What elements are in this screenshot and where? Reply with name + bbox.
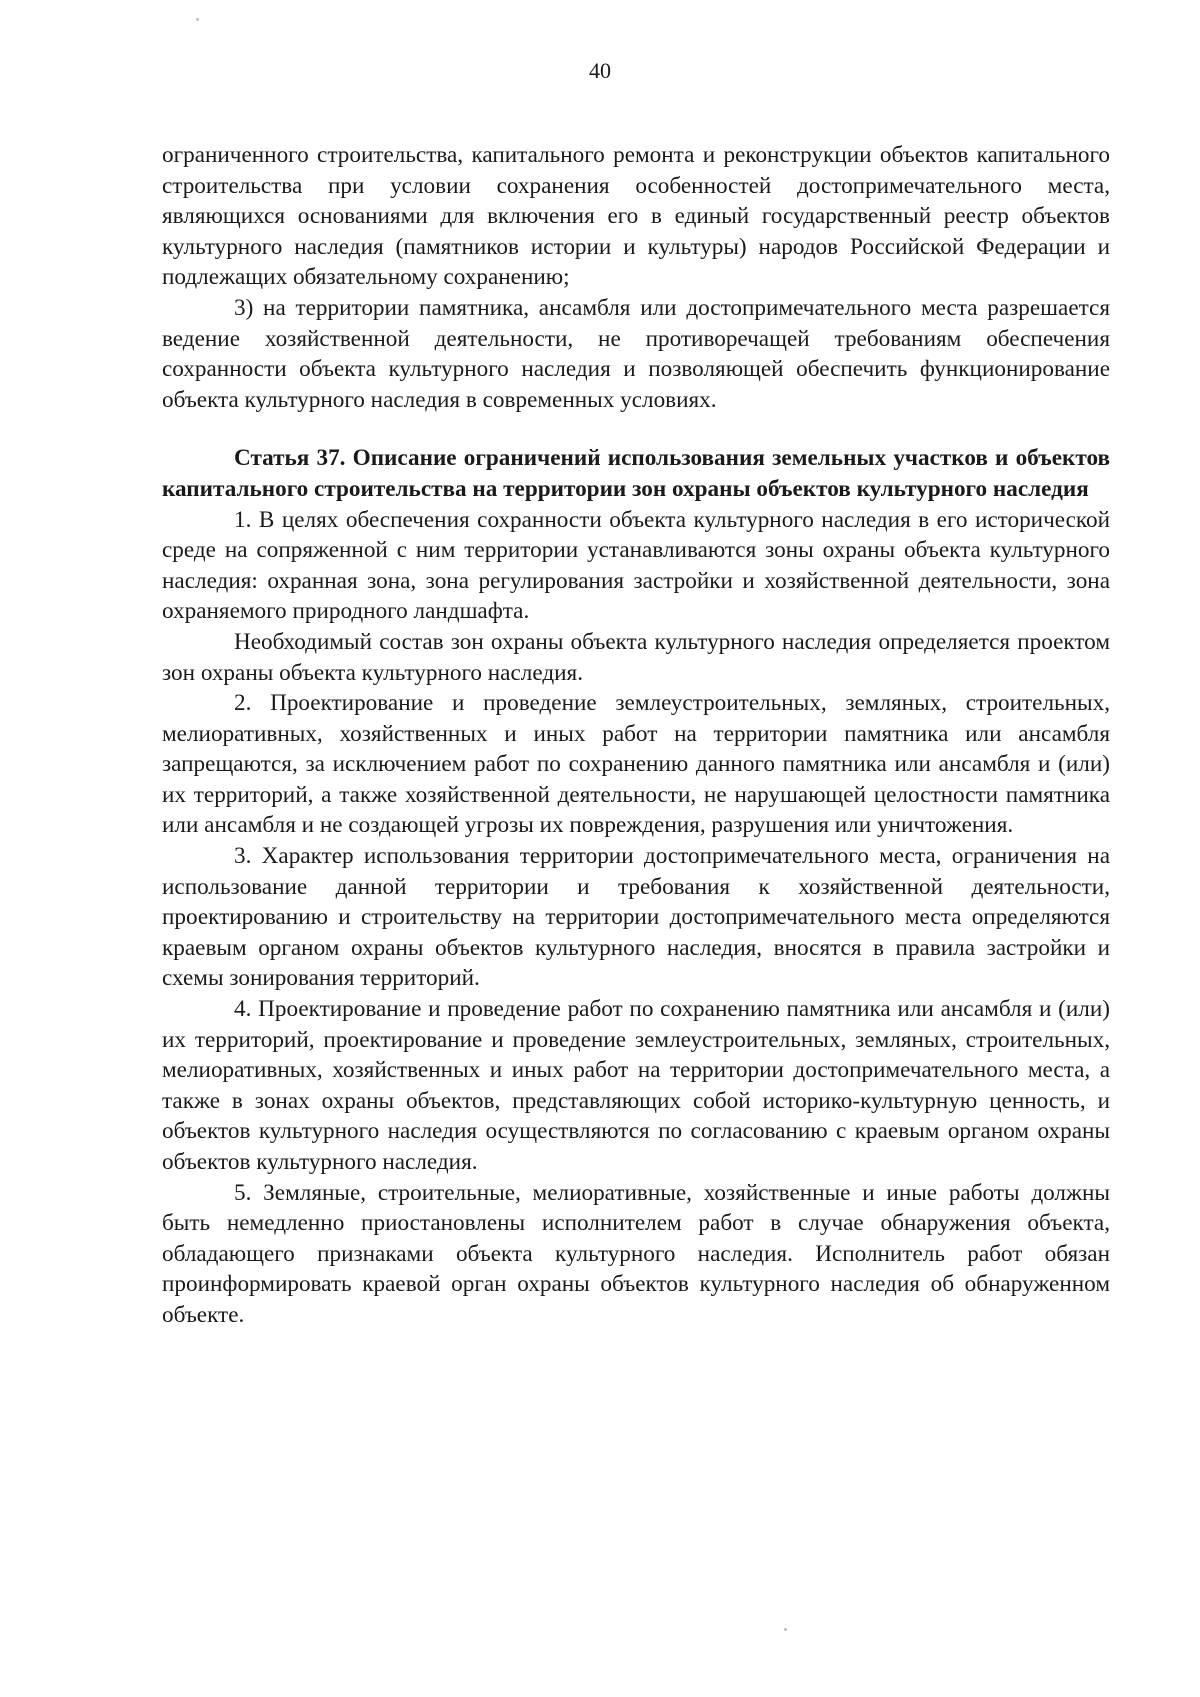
paragraph-clause-4: 4. Проектирование и проведение работ по сохранению памятника или ансамбля и (или) их территорий, проектирование и проведение землеустроительных, земляных, строительных, мелиоративных, хозяйственных и иных работ на территории достопримечательного места, а также в зонах охраны объектов, представляющих собой историко-культурную ценность, и объектов культурного наследия осуществляются по согласованию с краевым органом охраны объектов культурного наследия. [162,996,1110,1175]
paragraph-item-3: 3) на территории памятника, ансамбля или достопримечательного места разрешается ведение хозяйственной деятельности, не противоречащей требованиям обеспечения сохранности объекта культурного наследия и позволяющей обеспечить функционирование объекта культурного наследия в современных условиях. [162,294,1110,413]
document-body [162,140,1110,1331]
article-heading: Статья 37. Описание ограничений использования земельных участков и объектов капитального строительства на территории зон охраны объектов культурного наследия [162,445,1110,502]
paragraph-clause-2: 2. Проектирование и проведение землеустроительных, земляных, строительных, мелиоративных, хозяйственных и иных работ на территории памятника или ансамбля запрещаются, за исключением работ по сохранению данного памятника или ансамбля и (или) их территорий, а также хозяйственной деятельности, не нарушающей целостности памятника или ансамбля и не создающей угрозы их повреждения, разрушения или уничтожения. [162,690,1110,839]
paragraph-continuation: ограниченного строительства, капитального ремонта и реконструкции объектов капитального строительства при условии сохранения особенностей достопримечательного места, являющихся основаниями для включения его в единый государственный реестр объектов культурного наследия (памятников истории и культуры) народов Российской Федерации и подлежащих обязательному сохранению; [162,142,1110,291]
paragraph-clause-1: 1. В целях обеспечения сохранности объекта культурного наследия в его исторической среде на сопряженной с ним территории устанавливаются зоны охраны объекта культурного наследия: охранная зона, зона регулирования застройки и хозяйственной деятельности, зона охраняемого природного ландшафта. [162,506,1110,625]
page-number: 40 [589,58,611,83]
paragraph-clause-1-note: Необходимый состав зон охраны объекта культурного наследия определяется проектом зон охраны объекта культурного наследия. [162,628,1110,686]
paragraph-clause-3: 3. Характер использования территории достопримечательного места, ограничения на использование данной территории и требования к хозяйственной деятельности, проектированию и строительству на территории достопримечательного места определяются краевым органом охраны объектов культурного наследия, вносятся в правила застройки и схемы зонирования территорий. [162,843,1110,992]
scan-speck [196,18,199,21]
paragraph-clause-5: 5. Земляные, строительные, мелиоративные, хозяйственные и иные работы должны быть немедленно приостановлены исполнителем работ в случае обнаружения объекта, обладающего признаками объекта культурного наследия. Исполнитель работ обязан проинформировать краевой орган охраны объектов культурного наследия об обнаруженном объекте. [162,1179,1110,1328]
scan-speck [784,1628,787,1631]
